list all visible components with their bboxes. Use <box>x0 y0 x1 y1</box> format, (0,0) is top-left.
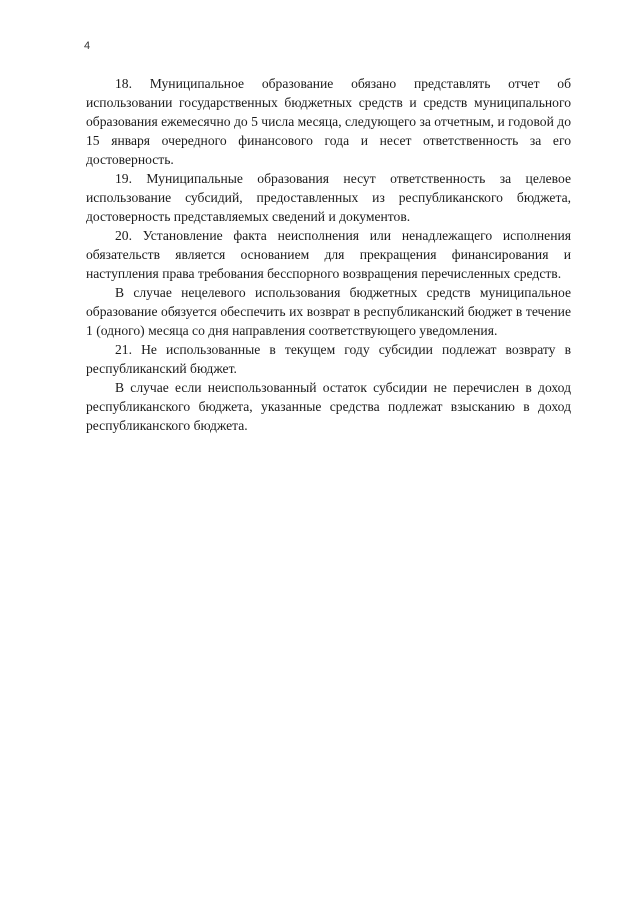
page-number: 4 <box>84 40 91 52</box>
paragraph-19: 19. Муниципальные образования несут ответственность за целевое использование субсидий, предоставленных из республиканского бюджета, достоверность представляемых сведений и документов. <box>86 171 571 224</box>
paragraph-18: 18. Муниципальное образование обязано представлять отчет об использовании государственных бюджетных средств и средств муниципального образования ежемесячно до 5 числа месяца, следующего за отчетным, и годовой до 15 января очередного финансового года и несет ответственность за его достоверность. <box>86 76 571 167</box>
paragraph-20: 20. Установление факта неисполнения или ненадлежащего исполнения обязательств является основанием для прекращения финансирования и наступления права требования бесспорного возвращения перечисленных средств. <box>86 228 571 281</box>
paragraph-21: 21. Не использованные в текущем году субсидии подлежат возврату в республиканский бюджет. <box>86 342 571 376</box>
paragraph-20-misuse: В случае нецелевого использования бюджетных средств муниципальное образование обязуется обеспечить их возврат в республиканский бюджет в течение 1 (одного) месяца со дня направления соответствующего уведомления. <box>86 285 571 338</box>
document-body <box>86 74 571 435</box>
paragraph-21-unremitted: В случае если неиспользованный остаток субсидии не перечислен в доход республиканского бюджета, указанные средства подлежат взысканию в доход республиканского бюджета. <box>86 380 571 433</box>
